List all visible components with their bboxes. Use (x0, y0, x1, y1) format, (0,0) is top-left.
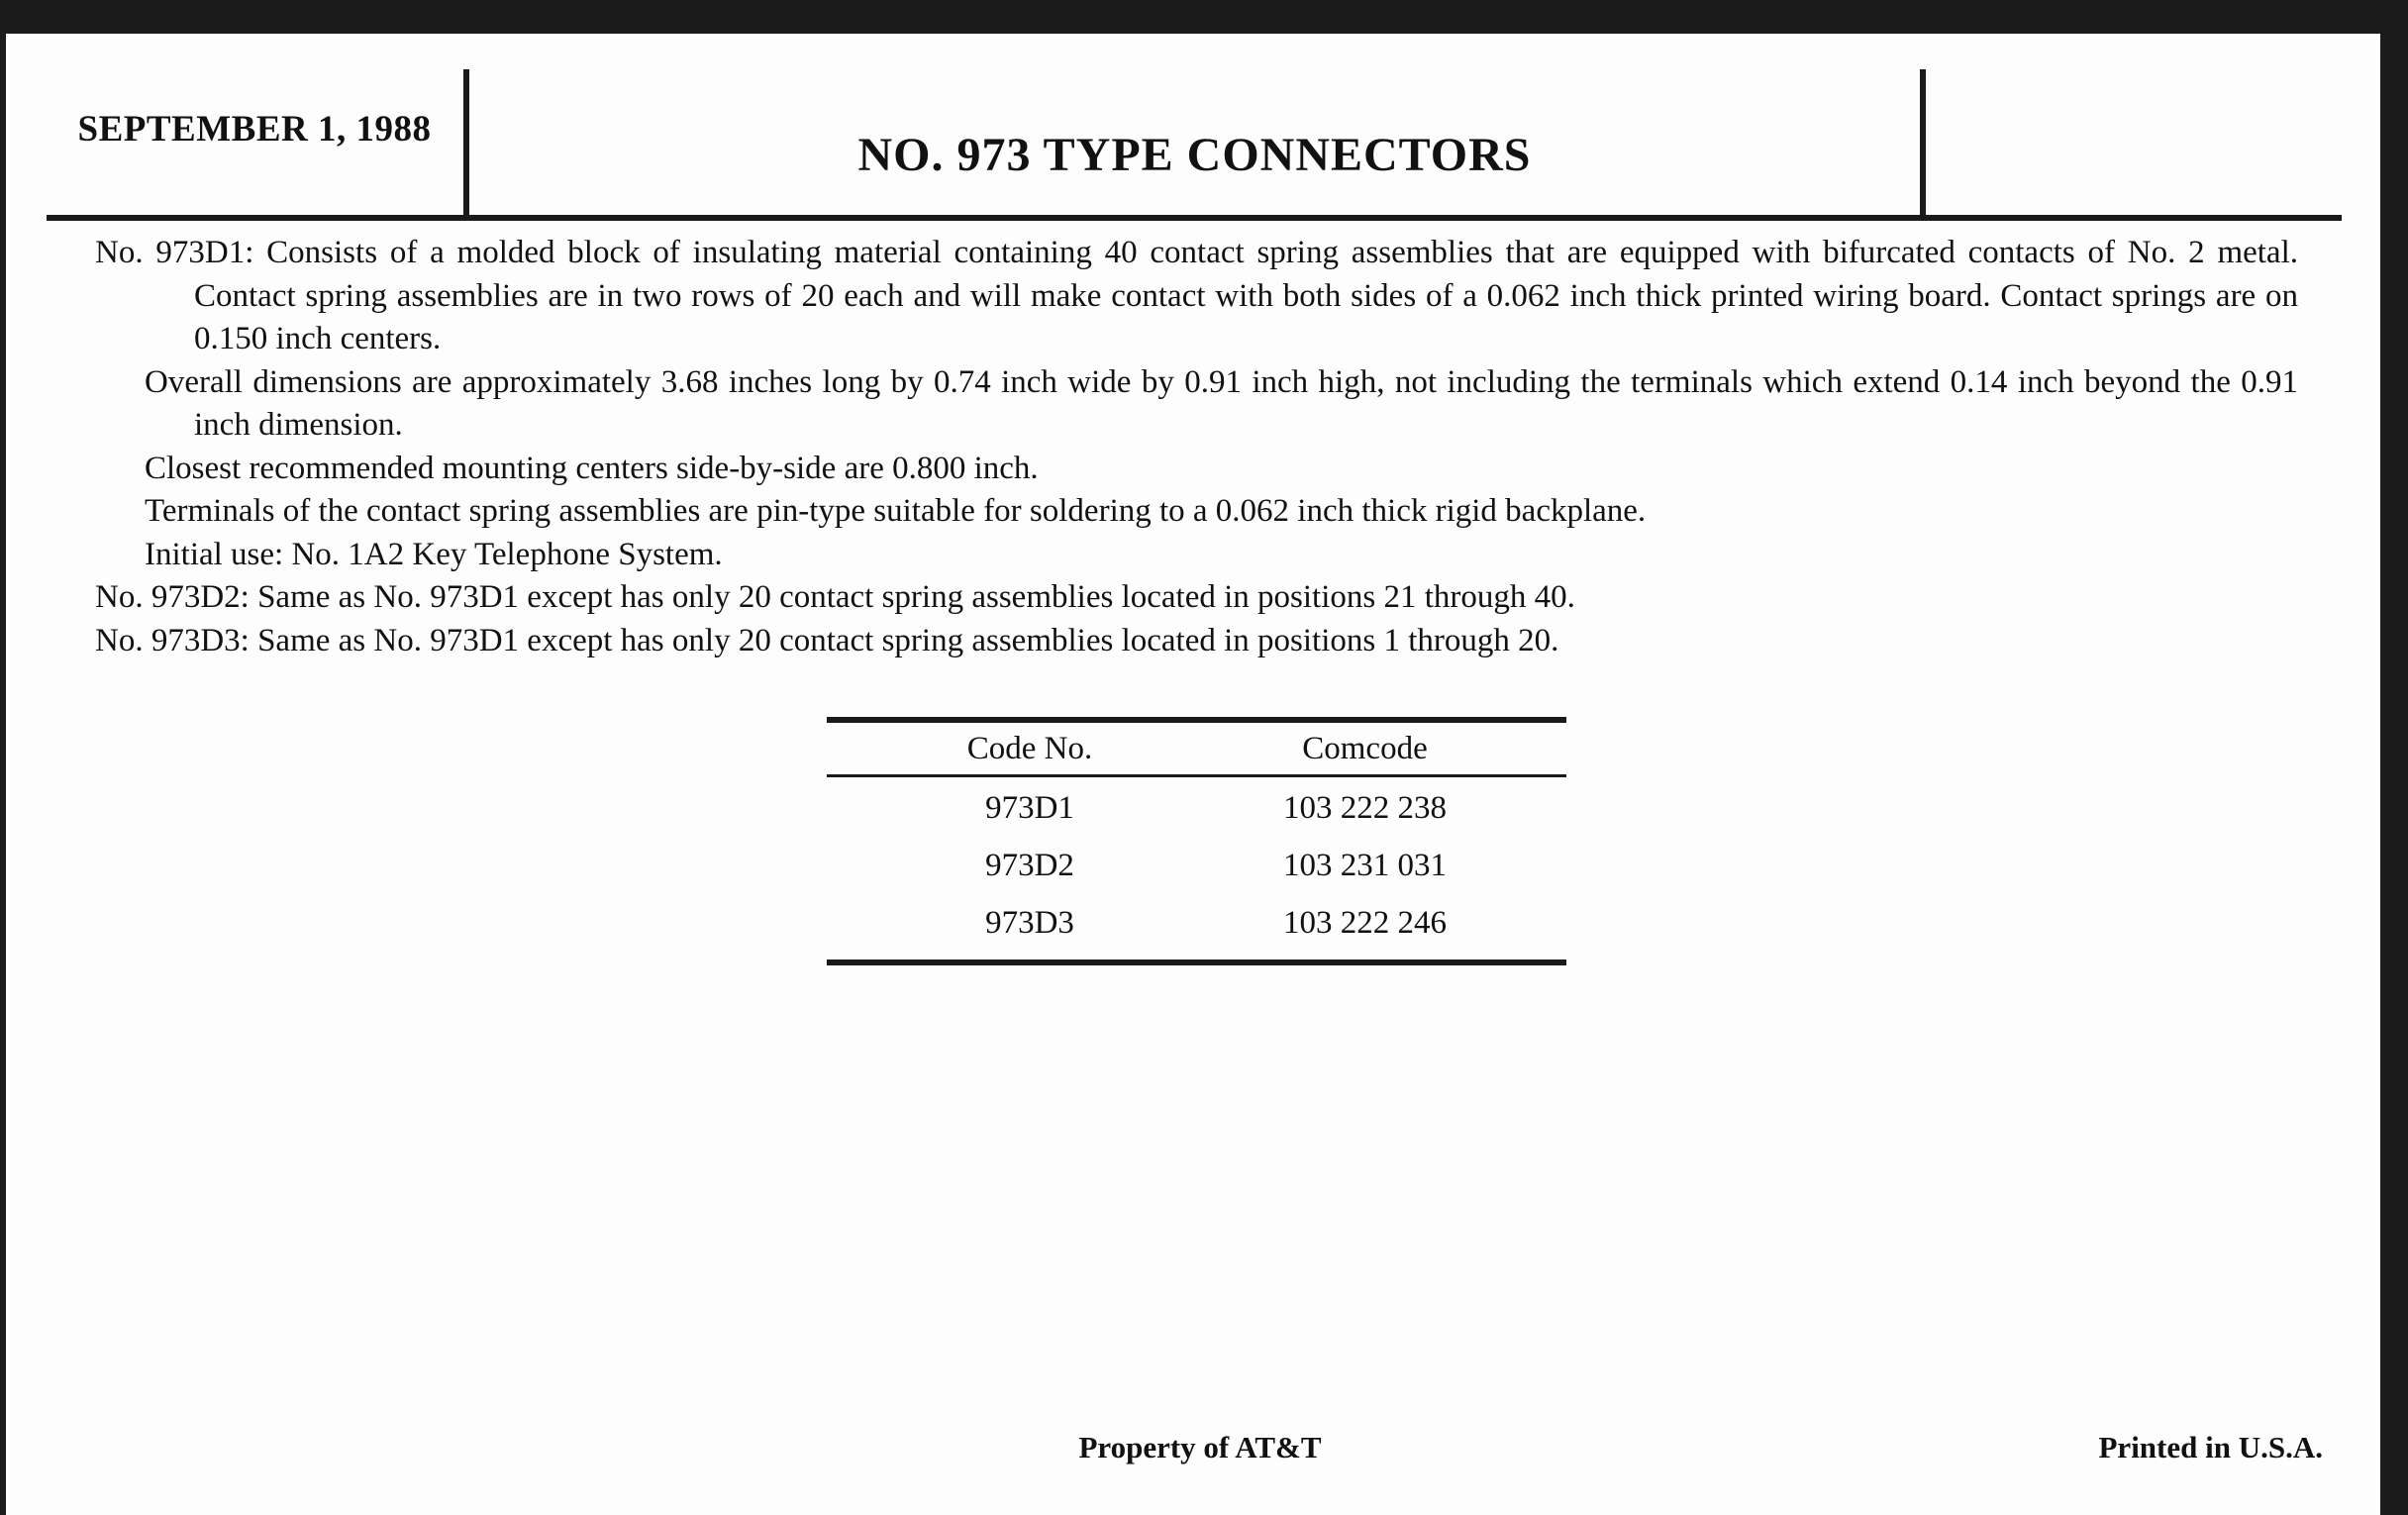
table-bottom-rule (827, 960, 1566, 965)
document-page (6, 34, 2380, 1515)
table-row (827, 837, 1566, 894)
table-header-rule (827, 774, 1566, 777)
paragraph-973d2: No. 973D2: Same as No. 973D1 except has only 20 contact spring assemblies located in positions 21 through 40. (95, 579, 1575, 615)
paragraph-dimensions: Overall dimensions are approximately 3.68 inches long by 0.74 inch wide by 0.91 inch high, not including the terminals which extend 0.14 inch beyond the 0.91 inch dimension. (145, 363, 2298, 443)
header-divider-right (1920, 69, 1926, 218)
paragraph-973d1: No. 973D1: Consists of a molded block of insulating material containing 40 contact spring assemblies that are equipped with bifurcated contacts of No. 2 metal. Contact spring assemblies are in two rows of 20 each and will make contact with both sides of a 0.062 inch thick printed wiring board. Contact springs are on 0.150 inch centers. (95, 235, 2298, 356)
scan-border (2380, 0, 2408, 1515)
table-header-row (827, 723, 1566, 774)
column-header-comcode: Comcode (1302, 731, 1428, 766)
cell-comcode: 103 222 246 (1283, 905, 1447, 941)
table-row (827, 779, 1566, 837)
cell-comcode: 103 231 031 (1283, 848, 1447, 883)
table-row (827, 894, 1566, 952)
cell-code: 973D1 (985, 790, 1074, 826)
column-header-code: Code No. (966, 731, 1093, 766)
paragraph-973d3: No. 973D3: Same as No. 973D1 except has only 20 contact spring assemblies located in positions 1 through 20. (95, 622, 1559, 658)
paragraph-initial-use: Initial use: No. 1A2 Key Telephone System. (145, 536, 723, 572)
header-rule (47, 215, 2342, 221)
comcode-table (827, 717, 1566, 965)
footer-printed: Printed in U.S.A. (2098, 1430, 2323, 1464)
paragraph-mounting: Closest recommended mounting centers side-by-side are 0.800 inch. (145, 450, 1039, 486)
paragraph-terminals: Terminals of the contact spring assemblies are pin-type suitable for soldering to a 0.062 inch thick rigid backplane. (145, 493, 1647, 529)
cell-code: 973D3 (985, 905, 1074, 941)
cell-comcode: 103 222 238 (1283, 790, 1447, 826)
page-title: NO. 973 TYPE CONNECTORS (857, 129, 1532, 181)
cell-code: 973D2 (985, 848, 1074, 883)
document-body (95, 232, 2298, 662)
footer-property: Property of AT&T (1078, 1430, 1322, 1464)
header-date: SEPTEMBER 1, 1988 (77, 109, 432, 150)
